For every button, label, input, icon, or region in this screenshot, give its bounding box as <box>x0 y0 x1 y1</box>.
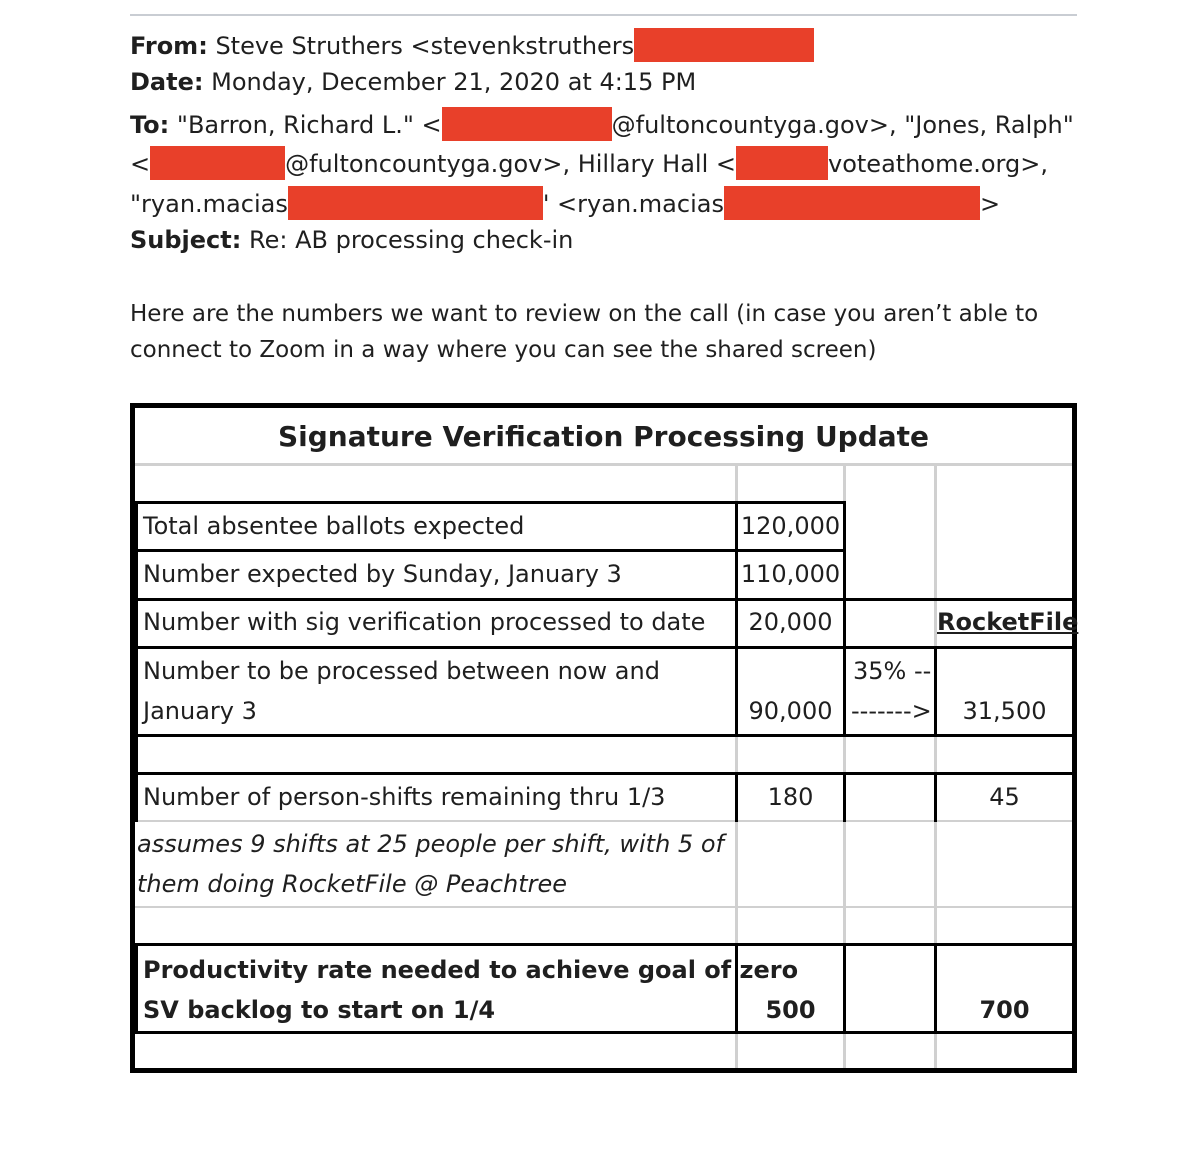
to-line-2 <box>130 146 1048 180</box>
to-line3-mid: ' <ryan.macias <box>542 190 724 218</box>
rocketfile-rate: 700 <box>979 996 1030 1024</box>
row-border <box>135 646 1072 649</box>
sv-update-table <box>130 403 1077 1073</box>
to-line3-end: > <box>979 190 1001 218</box>
row-border <box>135 943 1072 946</box>
col-border <box>135 501 138 822</box>
rocketfile-to-process: 31,500 <box>962 697 1047 725</box>
row-border <box>135 734 1072 737</box>
subject-line <box>130 225 573 255</box>
to-recipient-1: "Barron, Richard L." < <box>176 111 442 139</box>
row-label-rate-2: SV backlog to start on 1/4 <box>143 996 496 1024</box>
value-rate: 500 <box>765 996 816 1024</box>
redaction-box <box>150 146 285 180</box>
grid-line <box>135 463 1072 466</box>
note-line-1: assumes 9 shifts at 25 people per shift, with 5 of <box>137 830 724 858</box>
email-body: Here are the numbers we want to review on the call (in case you aren’t able to connect to Zoom in a way where you can see the shared screen) <box>130 301 1039 363</box>
redaction-box <box>736 146 828 180</box>
row-border <box>135 772 1072 775</box>
value-expected: 110,000 <box>740 560 841 588</box>
row-label-shifts: Number of person-shifts remaining thru 1/3 <box>143 783 666 811</box>
redaction-box <box>288 186 543 220</box>
value-total: 120,000 <box>740 512 841 540</box>
row-label-total: Total absentee ballots expected <box>143 512 525 540</box>
from-line <box>130 28 814 62</box>
from-value: Steve Struthers <stevenkstruthers <box>215 32 635 60</box>
row-label-processed: Number with sig verification processed to date <box>143 608 706 636</box>
col-border <box>843 646 846 737</box>
row-label-rate-1: Productivity rate needed to achieve goal of zero <box>143 956 799 984</box>
row-label-to-process-1: Number to be processed between now and <box>143 657 660 685</box>
row-border <box>135 598 1072 601</box>
grid-line <box>135 906 1072 908</box>
to-line3-start: "ryan.macias <box>130 190 288 218</box>
subject-label: Subject: <box>130 226 242 254</box>
top-divider <box>130 14 1077 16</box>
col-border <box>843 943 846 1034</box>
redaction-box <box>724 186 980 220</box>
row-label-expected: Number expected by Sunday, January 3 <box>143 560 622 588</box>
to-line2-start: < <box>130 150 151 178</box>
percent-label-1: 35% -- <box>853 657 932 685</box>
value-shifts: 180 <box>767 783 814 811</box>
col-border <box>843 501 846 649</box>
rocketfile-shifts: 45 <box>989 783 1020 811</box>
row-border <box>135 1031 1072 1034</box>
to-line-3 <box>130 186 1000 220</box>
value-to-process: 90,000 <box>748 697 833 725</box>
redaction-box <box>634 28 814 62</box>
value-processed: 20,000 <box>748 608 833 636</box>
date-label: Date: <box>130 68 204 96</box>
col-border <box>843 772 846 822</box>
subject-value: Re: AB processing check-in <box>249 226 574 254</box>
date-line <box>130 67 696 97</box>
to-recipient-1-domain: @fultoncountyga.gov>, "Jones, Ralph" <box>611 111 1074 139</box>
rocketfile-header: RocketFile <box>937 608 1079 636</box>
percent-arrow: -------> <box>851 697 932 725</box>
redaction-box <box>442 107 612 141</box>
to-line2-end: voteathome.org>, <box>828 150 1048 178</box>
to-line2-mid: @fultoncountyga.gov>, Hillary Hall < <box>285 150 736 178</box>
date-value: Monday, December 21, 2020 at 4:15 PM <box>211 68 697 96</box>
from-label: From: <box>130 32 208 60</box>
col-border <box>135 943 138 1034</box>
note-line-2: them doing RocketFile @ Peachtree <box>137 870 568 898</box>
to-label: To: <box>130 111 170 139</box>
to-line-1 <box>130 107 1074 141</box>
table-title: Signature Verification Processing Update <box>277 420 930 453</box>
row-label-to-process-2: January 3 <box>143 697 257 725</box>
grid-line <box>135 820 1072 822</box>
